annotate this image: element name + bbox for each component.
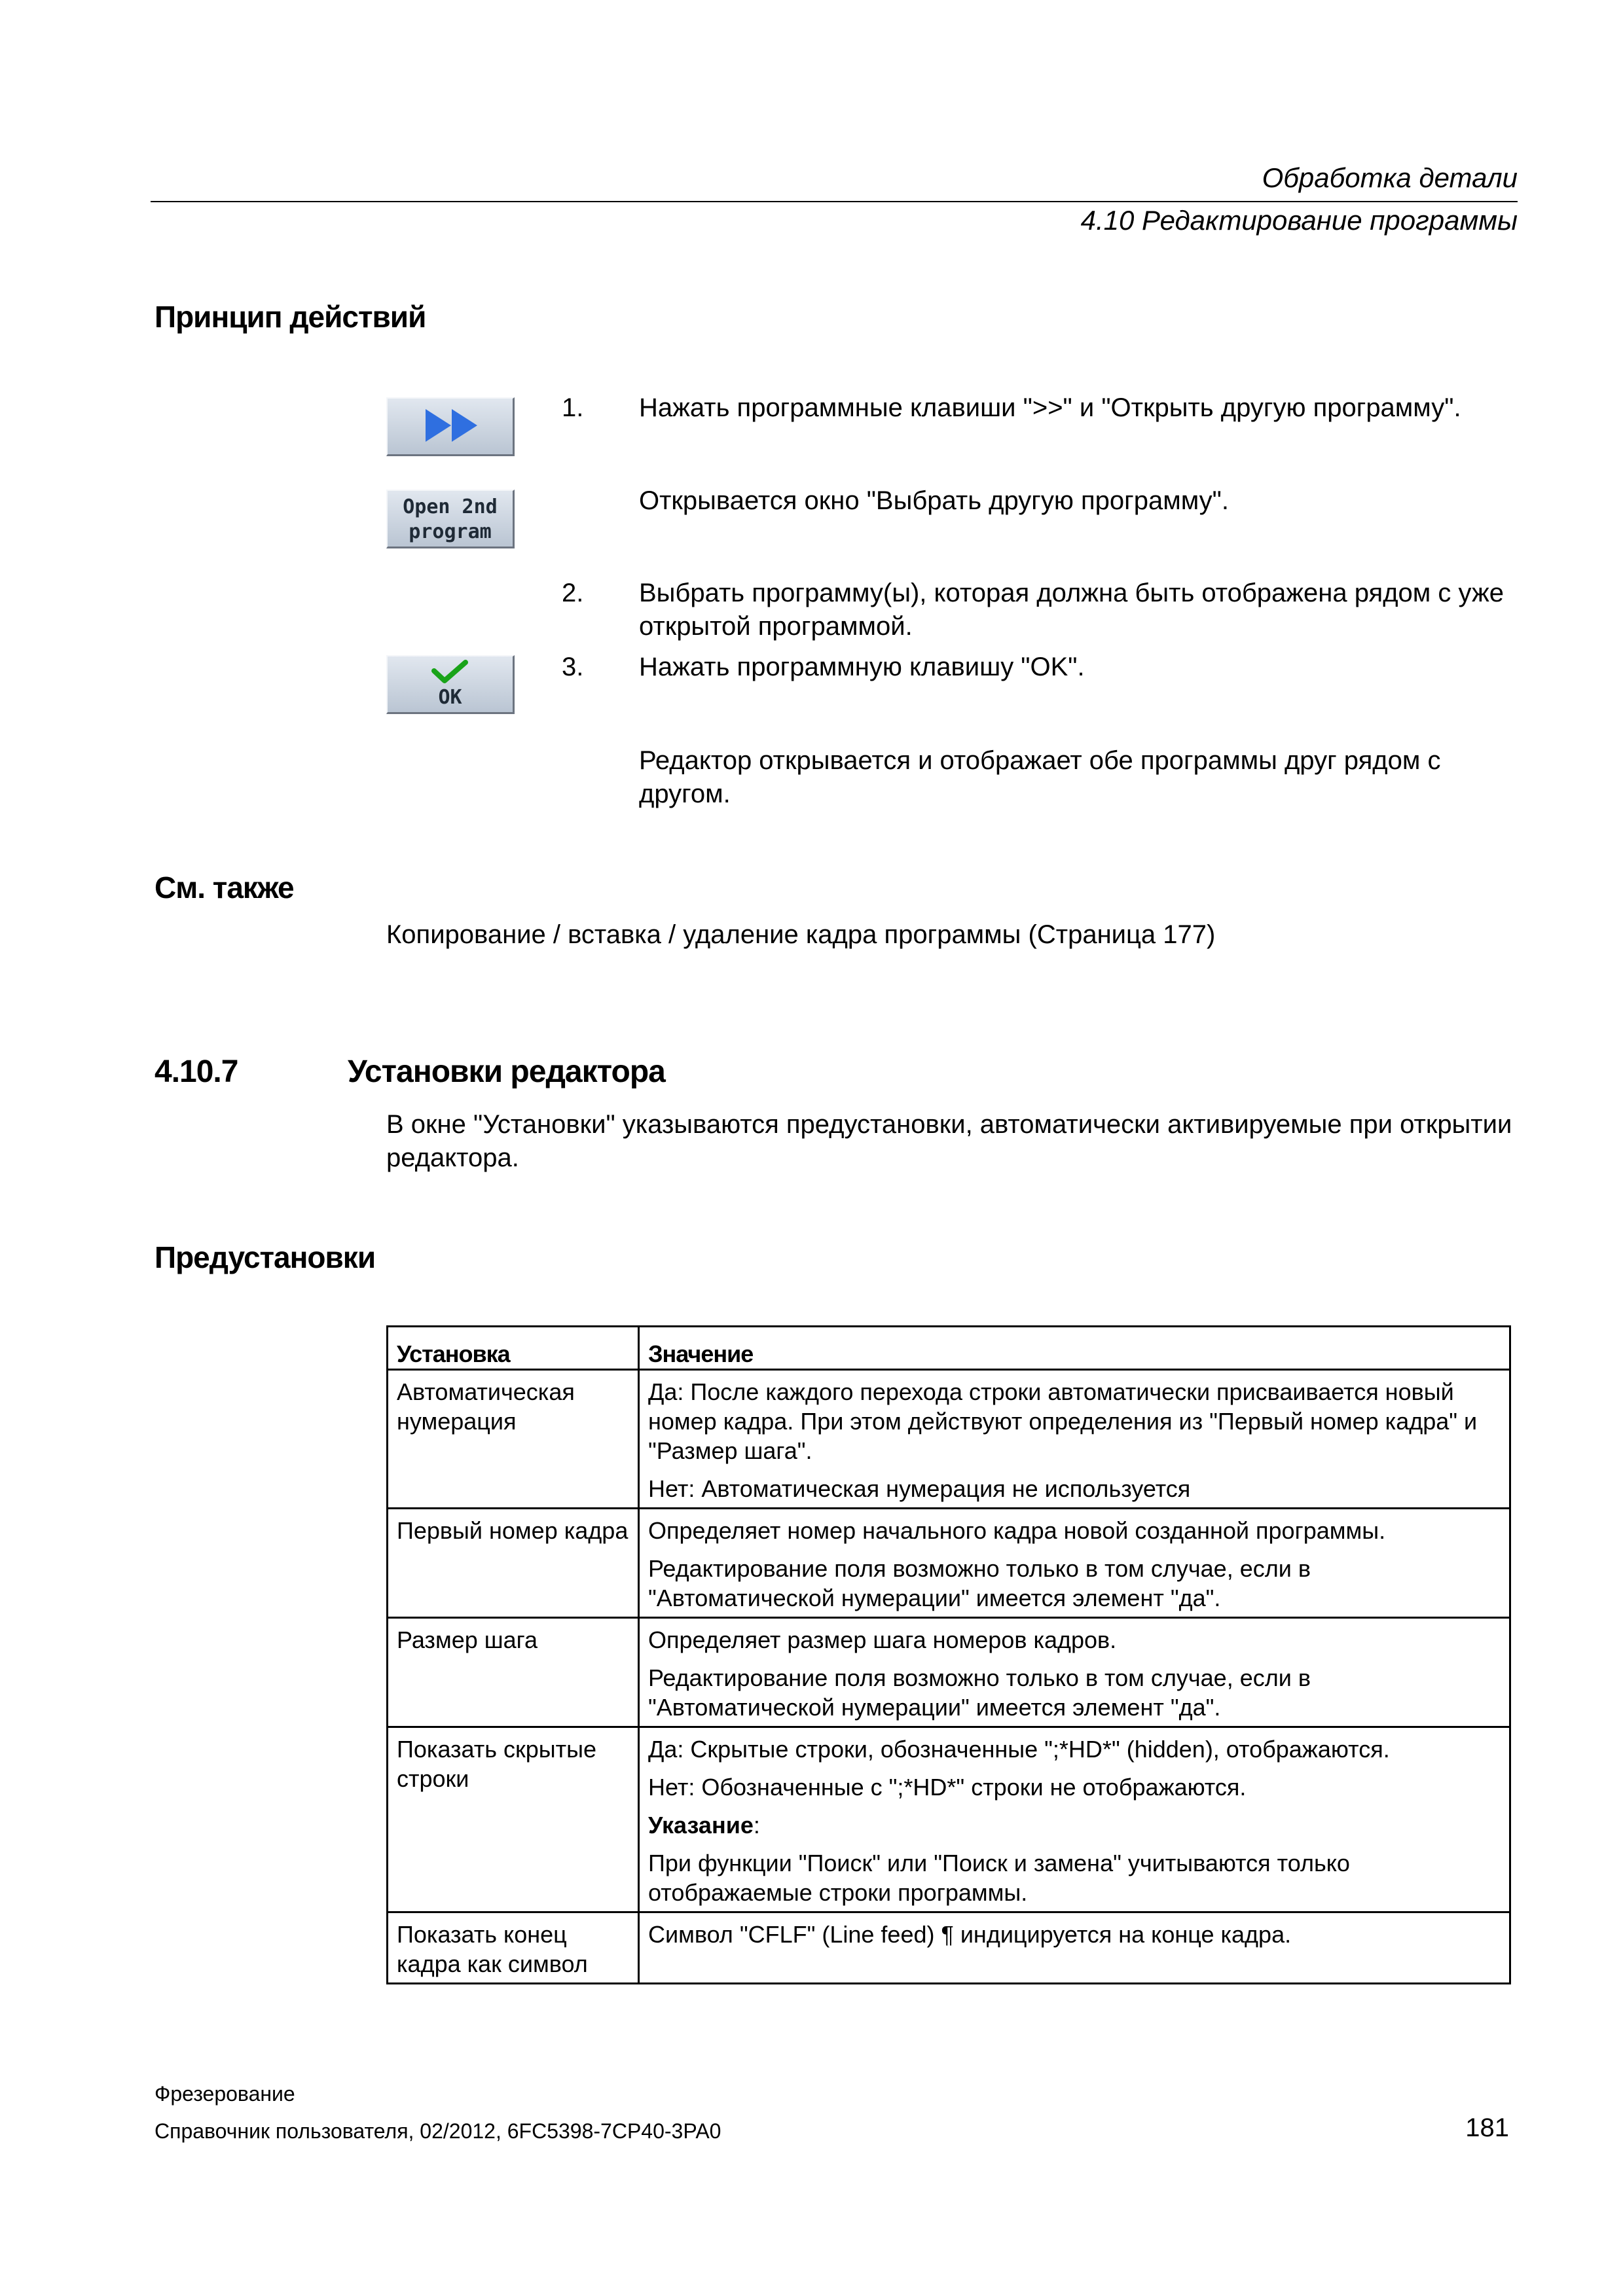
note-label: Указание — [648, 1812, 754, 1839]
value-paragraph: Определяет размер шага номеров кадров. — [648, 1626, 1117, 1653]
table-header-row — [388, 1327, 1510, 1370]
running-header-section: 4.10 Редактирование программы — [1080, 205, 1518, 236]
table-row — [388, 1509, 1510, 1618]
running-header-chapter: Обработка детали — [1262, 162, 1518, 193]
note-text: При функции "Поиск" или "Поиск и замена" учитываются только отображаемые строки программы. — [648, 1850, 1350, 1906]
value-paragraph: Определяет номер начального кадра новой созданной программы. — [648, 1517, 1386, 1544]
value-paragraph: Редактирование поля возможно только в том случае, если в "Автоматической нумерации" имеется элемент "да". — [648, 1555, 1311, 1611]
table-row — [388, 1618, 1510, 1727]
step-3-text: Нажать программную клавишу "OK". — [639, 653, 1085, 681]
value-cell — [639, 1727, 1510, 1912]
value-paragraph: Редактирование поля возможно только в том случае, если в "Автоматической нумерации" имеется элемент "да". — [648, 1664, 1311, 1721]
value-paragraph: Нет: Обозначенные с ";*HD*" строки не отображаются. — [648, 1774, 1247, 1801]
see-also-heading: См. также — [155, 870, 294, 905]
value-cell — [639, 1912, 1510, 1984]
forward-softkey[interactable] — [386, 397, 515, 456]
section-title: Установки редактора — [348, 1054, 665, 1089]
settings-table — [386, 1325, 1511, 1984]
section-intro: В окне "Установки" указываются предустановки, автоматически активируемые при открытии редактора. — [386, 1110, 1512, 1172]
note-colon: : — [753, 1812, 760, 1839]
step-2-text: Выбрать программу(ы), которая должна быть отображена рядом с уже открытой программой. — [639, 579, 1504, 641]
principle-heading: Принцип действий — [155, 300, 426, 334]
footer-product: Фрезерование — [155, 2082, 295, 2106]
setting-cell: Показать конец кадра как символ — [388, 1912, 639, 1984]
header-rule — [151, 201, 1518, 202]
table-row — [388, 1727, 1510, 1912]
open-second-program-softkey[interactable] — [386, 490, 515, 548]
setting-cell: Показать скрытые строки — [388, 1727, 639, 1912]
setting-cell: Размер шага — [388, 1618, 639, 1727]
value-cell — [639, 1509, 1510, 1618]
step-1-number: 1. — [562, 393, 584, 422]
value-cell — [639, 1370, 1510, 1509]
note-paragraph — [648, 1810, 1501, 1840]
ok-softkey[interactable] — [386, 655, 515, 714]
table-row — [388, 1912, 1510, 1984]
step-2-number: 2. — [562, 579, 584, 607]
step-1-result: Открывается окно "Выбрать другую программу". — [639, 486, 1229, 515]
setting-cell: Автоматическая нумерация — [388, 1370, 639, 1509]
double-chevron-right-icon — [386, 397, 515, 454]
page-number: 181 — [1465, 2113, 1509, 2142]
footer-manual: Справочник пользователя, 02/2012, 6FC5398-7CP40-3PA0 — [155, 2119, 721, 2143]
checkmark-icon — [428, 659, 473, 685]
step-3-number: 3. — [562, 653, 584, 681]
value-paragraph: Нет: Автоматическая нумерация не используется — [648, 1475, 1191, 1502]
table-row — [388, 1370, 1510, 1509]
setting-cell: Первый номер кадра — [388, 1509, 639, 1618]
value-paragraph: Символ "CFLF" (Line feed) ¶ индицируется на конце кадра. — [648, 1921, 1292, 1948]
column-header-setting: Установка — [388, 1327, 639, 1370]
value-paragraph: Да: После каждого перехода строки автоматически присваивается новый номер кадра. При этом действуют определения из "Первый номер кадра" и "Размер шага". — [648, 1378, 1478, 1464]
value-cell — [639, 1618, 1510, 1727]
step-3-result: Редактор открывается и отображает обе программы друг рядом с другом. — [639, 746, 1441, 808]
value-paragraph: Да: Скрытые строки, обозначенные ";*HD*" (hidden), отображаются. — [648, 1736, 1390, 1763]
section-number: 4.10.7 — [155, 1054, 238, 1089]
step-1-text: Нажать программные клавиши ">>" и "Открыть другую программу". — [639, 393, 1461, 422]
ok-softkey-label: OK — [438, 686, 462, 709]
presets-heading: Предустановки — [155, 1240, 376, 1274]
open-second-program-label: Open 2nd program — [403, 495, 498, 543]
see-also-link[interactable]: Копирование / вставка / удаление кадра программы (Страница 177) — [386, 920, 1216, 949]
column-header-value: Значение — [639, 1327, 1510, 1370]
